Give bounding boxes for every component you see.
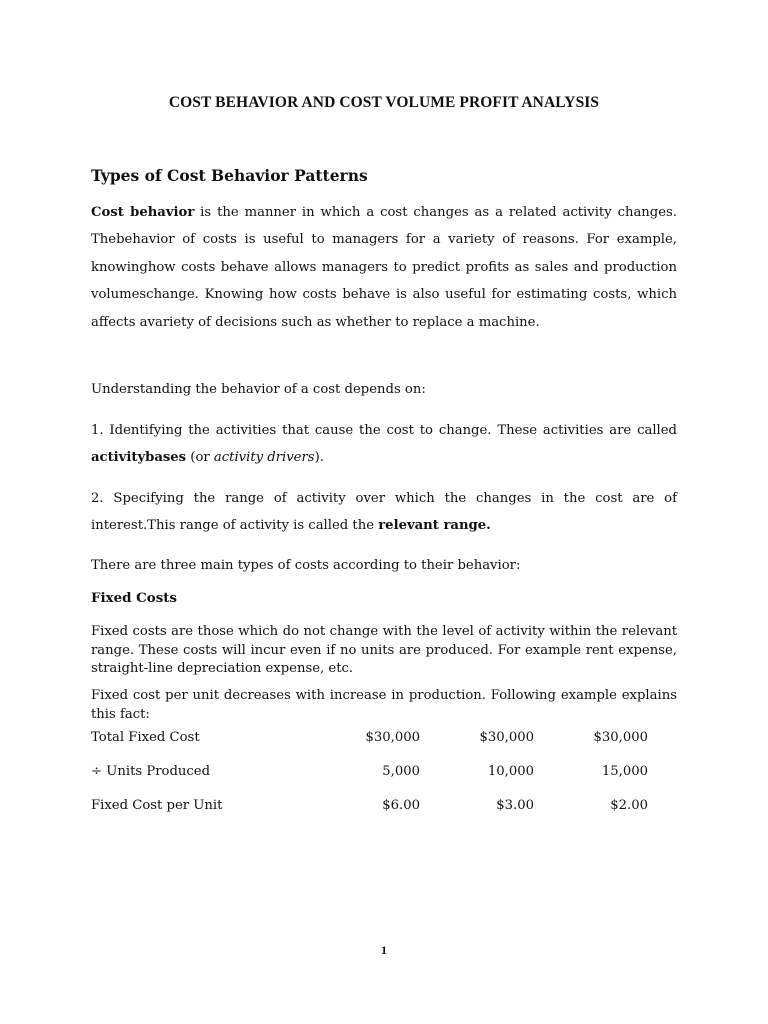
depends-on-paragraph: Understanding the behavior of a cost depends on: [91,382,426,397]
table-row-label: ÷ Units Produced [91,764,211,779]
fixed-cost-table [91,730,648,832]
table-cell: 5,000 [382,764,420,779]
point-one-bold: activitybases [91,450,187,466]
table-row [91,730,648,764]
table-row [91,764,648,798]
table-row-label: Total Fixed Cost [91,730,200,745]
table-row [91,798,648,832]
point-two-text-a: 2. Specifying the range of activity over which the changes in the cost are of interest.This range of activity is called the [91,491,677,534]
page-number: 1 [381,943,387,957]
fixed-costs-heading: Fixed Costs [91,590,177,606]
point-one-italic: activity drivers [213,450,315,466]
table-cell: $3.00 [496,798,534,813]
intro-text: is the manner in which a cost changes as a related activity changes. Thebehavior of costs is useful to managers for a variety of reasons. For example, knowinghow costs behave allows managers to predict profits as sales and production volumeschange. Knowing how costs behave is also useful for estimating costs, which affects avariety of decisions such as whether to replace a machine. [91,205,678,330]
point-two-paragraph [91,485,677,540]
table-cell: $6.00 [382,798,420,813]
table-cell: 10,000 [487,764,534,779]
point-two-bold: relevant range. [378,518,491,534]
table-cell: $2.00 [610,798,648,813]
intro-term: Cost behavior [91,205,195,220]
table-cell: $30,000 [593,730,648,745]
three-types-paragraph: There are three main types of costs according to their behavior: [91,558,521,573]
point-one-text-c: ). [314,450,324,466]
table-row-label: Fixed Cost per Unit [91,798,223,813]
table-cell: 15,000 [601,764,648,779]
table-cell: $30,000 [479,730,534,745]
intro-paragraph [91,199,677,336]
point-one-text-a: 1. Identifying the activities that cause the cost to change. These activities are called [91,423,677,438]
document-title: COST BEHAVIOR AND COST VOLUME PROFIT ANALYSIS [168,94,600,111]
fixed-cost-per-unit-paragraph: Fixed cost per unit decreases with increase in production. Following example explains this fact: [91,688,677,722]
fixed-costs-paragraph: Fixed costs are those which do not change with the level of activity within the relevant range. These costs will incur even if no units are produced. For example rent expense, straight-line depreciation expense, etc. [91,624,677,676]
point-one-paragraph [91,417,677,472]
point-one-text-b: (or [186,450,214,466]
section-heading: Types of Cost Behavior Patterns [91,166,368,185]
table-cell: $30,000 [365,730,420,745]
